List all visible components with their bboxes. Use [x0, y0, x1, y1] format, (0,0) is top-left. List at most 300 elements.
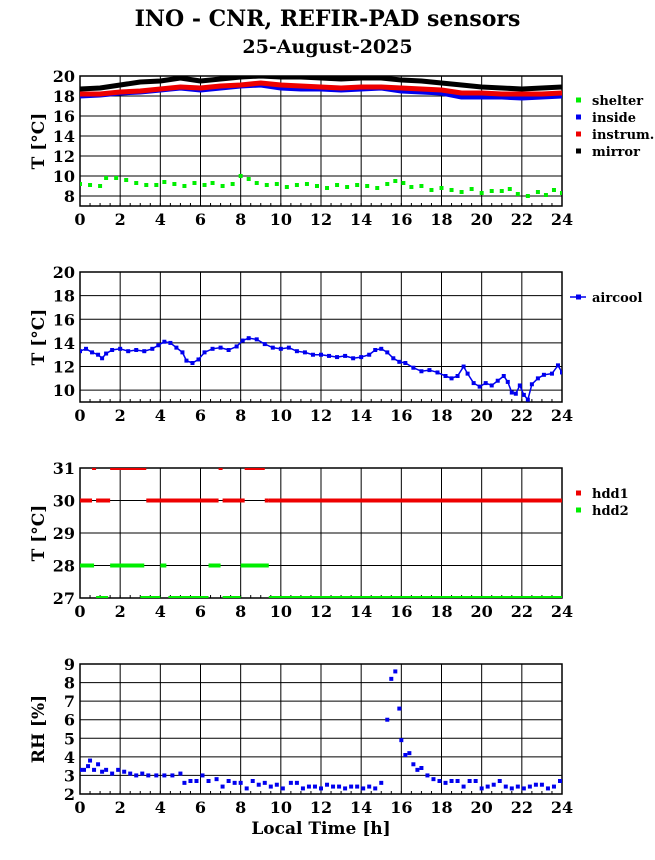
data-point-aircool [96, 353, 100, 357]
data-point-shelter [221, 184, 225, 188]
data-point-series [403, 753, 407, 757]
x-tick-label: 10 [269, 406, 292, 425]
legend-label: shelter [592, 94, 644, 109]
data-point-shelter [429, 188, 433, 192]
data-point-shelter [419, 184, 423, 188]
data-point-aircool [319, 353, 323, 357]
data-point-shelter [98, 184, 102, 188]
data-point-instrum. [118, 90, 122, 94]
x-tick-label: 12 [309, 210, 333, 229]
data-point-series [110, 772, 114, 776]
data-point-mirror [259, 74, 263, 78]
data-point-instrum. [98, 92, 102, 96]
data-point-series [510, 786, 514, 790]
data-point-aircool [466, 372, 470, 376]
data-point-series [201, 773, 205, 777]
data-point-instrum. [500, 92, 504, 96]
data-point-aircool [311, 353, 315, 357]
data-point-aircool [367, 353, 371, 357]
data-point-series [522, 786, 526, 790]
data-point-shelter [275, 182, 279, 186]
data-point-instrum. [299, 84, 303, 88]
x-tick-label: 16 [390, 406, 413, 425]
data-point-aircool [287, 346, 291, 350]
data-point-aircool [255, 337, 259, 341]
x-tick-label: 0 [74, 602, 86, 621]
data-point-mirror [319, 76, 323, 80]
data-point-aircool [403, 361, 407, 365]
legend-label: inside [592, 111, 637, 126]
data-point-aircool [168, 341, 172, 345]
legend-marker [576, 491, 581, 496]
data-point-shelter [325, 186, 329, 190]
data-point-aircool [219, 346, 223, 350]
data-point-series [411, 762, 415, 766]
data-point-aircool [462, 365, 466, 369]
data-point-series [379, 781, 383, 785]
y-tick-label: 30 [52, 491, 75, 511]
data-point-series [86, 764, 90, 768]
data-point-aircool [196, 357, 200, 361]
data-point-shelter [104, 176, 108, 180]
chart-panel-4 [29, 655, 573, 839]
data-point-mirror [199, 79, 203, 83]
data-point-aircool [303, 350, 307, 354]
data-point-series [319, 786, 323, 790]
data-point-instrum. [219, 84, 223, 88]
data-point-aircool [444, 374, 448, 378]
data-point-shelter [114, 176, 118, 180]
data-point-series [397, 707, 401, 711]
data-point-aircool [156, 343, 160, 347]
data-point-aircool [385, 350, 389, 354]
data-point-aircool [526, 398, 530, 402]
chart-panel-1 [29, 67, 654, 229]
data-point-series [399, 738, 403, 742]
data-point-mirror [138, 80, 142, 84]
data-point-aircool [536, 376, 540, 380]
data-point-shelter [305, 182, 309, 186]
data-point-series [245, 786, 249, 790]
x-tick-label: 24 [550, 210, 574, 229]
data-point-series [227, 779, 231, 783]
data-point-series [96, 762, 100, 766]
data-point-aircool [556, 363, 560, 367]
x-tick-label: 6 [194, 798, 207, 817]
data-point-series [207, 779, 211, 783]
data-point-series [349, 785, 353, 789]
data-point-shelter [450, 188, 454, 192]
data-point-series [498, 779, 502, 783]
data-point-instrum. [379, 85, 383, 89]
data-point-instrum. [279, 83, 283, 87]
data-point-series [122, 770, 126, 774]
x-tick-label: 14 [350, 798, 373, 817]
y-tick-label: 27 [52, 589, 75, 608]
data-point-series [437, 779, 441, 783]
data-point-aircool [247, 336, 251, 340]
x-tick-label: 20 [470, 602, 493, 621]
data-point-shelter [375, 186, 379, 190]
data-point-shelter [192, 181, 196, 185]
x-tick-label: 2 [114, 406, 126, 425]
chart-panel-2 [29, 263, 642, 425]
y-tick-label: 31 [52, 459, 75, 478]
x-tick-label: 12 [309, 798, 333, 817]
data-point-mirror [98, 86, 102, 90]
x-tick-label: 2 [114, 210, 126, 229]
legend-label: instrum. [592, 128, 655, 143]
x-tick-label: 14 [350, 406, 373, 425]
data-point-shelter [393, 179, 397, 183]
data-point-aircool [335, 355, 339, 359]
data-point-shelter [335, 183, 339, 187]
y-tick-label: 7 [63, 692, 75, 712]
data-point-mirror [520, 87, 524, 91]
data-point-shelter [295, 183, 299, 187]
data-point-aircool [496, 379, 500, 383]
data-point-series [419, 766, 423, 770]
x-tick-label: 22 [510, 406, 533, 425]
x-tick-label: 4 [154, 210, 166, 229]
y-axis-label: T [°C] [29, 112, 49, 170]
data-point-aircool [373, 348, 377, 352]
data-point-shelter [409, 185, 413, 189]
data-point-series [104, 768, 108, 772]
data-point-shelter [526, 194, 530, 198]
data-point-instrum. [339, 86, 343, 90]
data-point-series [373, 786, 377, 790]
data-point-series [313, 785, 317, 789]
data-point-instrum. [319, 85, 323, 89]
x-tick-label: 24 [550, 798, 574, 817]
data-point-series [162, 773, 166, 777]
data-point-shelter [211, 181, 215, 185]
data-point-series [307, 785, 311, 789]
legend-label: aircool [592, 291, 643, 306]
data-point-series [263, 781, 267, 785]
data-point-series [389, 677, 393, 681]
data-point-aircool [235, 344, 239, 348]
data-point-series [425, 773, 429, 777]
data-point-series [540, 783, 544, 787]
x-tick-label: 18 [430, 798, 453, 817]
data-point-series [462, 785, 466, 789]
data-point-mirror [560, 85, 564, 89]
data-point-series [444, 781, 448, 785]
data-point-series [516, 785, 520, 789]
data-point-shelter [560, 191, 564, 195]
x-tick-label: 20 [470, 406, 493, 425]
data-point-aircool [506, 380, 510, 384]
data-point-shelter [134, 181, 138, 185]
x-tick-label: 22 [510, 602, 533, 621]
data-point-inside [480, 95, 484, 99]
data-point-instrum. [460, 91, 464, 95]
data-point-instrum. [359, 85, 363, 89]
data-point-shelter [355, 183, 359, 187]
data-point-series [325, 783, 329, 787]
x-tick-label: 10 [269, 210, 292, 229]
data-point-series [116, 768, 120, 772]
data-point-series [546, 786, 550, 790]
data-point-mirror [339, 77, 343, 81]
data-point-shelter [88, 183, 92, 187]
data-point-aircool [203, 350, 207, 354]
y-axis-label: T [°C] [29, 504, 49, 562]
data-point-shelter [182, 184, 186, 188]
data-point-aircool [110, 348, 114, 352]
data-point-aircool [510, 391, 514, 395]
data-point-aircool [530, 382, 534, 386]
y-tick-label: 18 [52, 286, 75, 306]
x-tick-label: 20 [470, 798, 493, 817]
data-point-aircool [419, 369, 423, 373]
data-point-series [78, 768, 82, 772]
legend-label: mirror [592, 145, 640, 160]
data-point-aircool [490, 383, 494, 387]
y-tick-label: 5 [63, 729, 75, 749]
x-tick-label: 6 [194, 406, 207, 425]
data-point-series [450, 779, 454, 783]
x-tick-label: 20 [470, 210, 493, 229]
data-point-series [361, 786, 365, 790]
data-point-series [182, 781, 186, 785]
data-point-series [504, 785, 508, 789]
data-point-mirror [540, 86, 544, 90]
data-point-instrum. [158, 87, 162, 91]
x-tick-label: 8 [235, 406, 247, 425]
x-tick-label: 4 [154, 406, 166, 425]
data-point-instrum. [399, 86, 403, 90]
data-point-instrum. [78, 92, 82, 96]
x-tick-label: 6 [194, 210, 207, 229]
data-point-aircool [478, 385, 482, 389]
data-point-instrum. [540, 92, 544, 96]
x-tick-label: 0 [74, 210, 86, 229]
data-point-aircool [472, 381, 476, 385]
data-point-instrum. [560, 91, 564, 95]
data-point-aircool [241, 339, 245, 343]
data-point-instrum. [419, 87, 423, 91]
data-point-aircool [118, 347, 122, 351]
data-point-mirror [480, 85, 484, 89]
data-point-shelter [154, 183, 158, 187]
data-point-shelter [460, 190, 464, 194]
data-point-mirror [460, 83, 464, 87]
data-point-aircool [142, 349, 146, 353]
data-point-shelter [285, 185, 289, 189]
data-point-aircool [514, 392, 518, 396]
data-point-shelter [78, 182, 82, 186]
data-point-aircool [174, 346, 178, 350]
data-point-series [343, 786, 347, 790]
data-point-aircool [427, 368, 431, 372]
y-axis-label: RH [%] [29, 694, 49, 764]
x-tick-label: 24 [550, 406, 574, 425]
data-point-shelter [315, 184, 319, 188]
data-point-series [140, 772, 144, 776]
data-point-aircool [542, 373, 546, 377]
x-tick-label: 12 [309, 602, 333, 621]
x-tick-label: 18 [430, 210, 453, 229]
legend-marker [576, 149, 581, 154]
data-point-shelter [345, 185, 349, 189]
data-point-shelter [480, 191, 484, 195]
data-point-aircool [435, 370, 439, 374]
x-tick-label: 14 [350, 602, 373, 621]
data-point-series [393, 669, 397, 673]
data-point-aircool [411, 366, 415, 370]
data-point-aircool [359, 355, 363, 359]
data-point-shelter [470, 187, 474, 191]
data-point-aircool [84, 347, 88, 351]
x-tick-label: 14 [350, 210, 373, 229]
data-point-shelter [490, 189, 494, 193]
legend-marker [576, 132, 581, 137]
data-point-instrum. [520, 92, 524, 96]
data-point-series [431, 777, 435, 781]
data-point-inside [520, 96, 524, 100]
x-tick-label: 24 [550, 602, 574, 621]
data-point-shelter [162, 180, 166, 184]
x-tick-label: 2 [114, 602, 126, 621]
data-point-series [82, 768, 86, 772]
x-tick-label: 10 [269, 602, 292, 621]
chart-panel-3 [29, 459, 629, 621]
y-tick-label: 14 [52, 333, 75, 353]
data-point-aircool [100, 356, 104, 360]
y-tick-label: 8 [63, 187, 75, 206]
x-tick-label: 12 [309, 406, 333, 425]
data-point-series [257, 783, 261, 787]
data-point-aircool [295, 349, 299, 353]
data-point-shelter [124, 178, 128, 182]
data-point-mirror [78, 87, 82, 91]
y-axis-label: T [°C] [29, 308, 49, 366]
y-tick-label: 12 [52, 147, 75, 166]
data-point-aircool [211, 347, 215, 351]
y-tick-label: 29 [52, 524, 75, 543]
data-point-mirror [440, 81, 444, 85]
data-point-aircool [104, 352, 108, 356]
data-point-shelter [203, 183, 207, 187]
data-point-series [337, 785, 341, 789]
data-point-series [88, 759, 92, 763]
data-point-aircool [560, 370, 564, 374]
data-point-series [456, 779, 460, 783]
data-point-aircool [351, 356, 355, 360]
y-tick-label: 20 [52, 263, 75, 282]
data-point-series [100, 770, 104, 774]
x-axis-label: Local Time [h] [251, 819, 391, 839]
data-point-aircool [279, 347, 283, 351]
data-point-aircool [227, 348, 231, 352]
data-point-series [170, 773, 174, 777]
x-tick-label: 22 [510, 798, 533, 817]
y-tick-label: 10 [52, 381, 75, 401]
data-point-series [281, 786, 285, 790]
x-tick-label: 4 [154, 798, 166, 817]
x-tick-label: 16 [390, 798, 413, 817]
data-point-aircool [502, 374, 506, 378]
x-tick-label: 10 [269, 798, 292, 817]
x-tick-label: 22 [510, 210, 533, 229]
data-point-series [474, 779, 478, 783]
data-point-series [269, 785, 273, 789]
data-point-series [295, 781, 299, 785]
data-point-aircool [391, 356, 395, 360]
data-point-aircool [550, 372, 554, 376]
data-point-instrum. [239, 83, 243, 87]
data-point-series [215, 777, 219, 781]
data-point-aircool [150, 347, 154, 351]
x-tick-label: 8 [235, 798, 247, 817]
x-tick-label: 0 [74, 798, 86, 817]
data-point-instrum. [138, 89, 142, 93]
y-tick-label: 10 [52, 167, 75, 186]
data-point-aircool [78, 349, 82, 353]
data-point-series [134, 773, 138, 777]
figure-title: INO - CNR, REFIR-PAD sensors [134, 6, 521, 32]
data-point-mirror [359, 76, 363, 80]
data-point-aircool [126, 349, 130, 353]
data-point-shelter [544, 193, 548, 197]
data-point-mirror [419, 79, 423, 83]
data-point-series [415, 768, 419, 772]
x-tick-label: 18 [430, 406, 453, 425]
data-point-instrum. [199, 86, 203, 90]
data-point-mirror [178, 76, 182, 80]
data-point-shelter [255, 181, 259, 185]
data-point-series [468, 779, 472, 783]
data-point-series [355, 785, 359, 789]
data-point-shelter [508, 187, 512, 191]
data-point-series [154, 773, 158, 777]
data-point-series [367, 785, 371, 789]
data-point-series [480, 786, 484, 790]
data-point-mirror [219, 77, 223, 81]
data-point-shelter [440, 186, 444, 190]
x-tick-label: 16 [390, 602, 413, 621]
figure-date: 25-August-2025 [242, 36, 413, 58]
data-point-series [289, 781, 293, 785]
x-tick-label: 8 [235, 602, 247, 621]
data-point-aircool [184, 359, 188, 363]
x-tick-label: 4 [154, 602, 166, 621]
data-point-aircool [327, 354, 331, 358]
data-point-series [92, 768, 96, 772]
data-point-mirror [379, 76, 383, 80]
data-point-aircool [450, 376, 454, 380]
data-point-aircool [379, 347, 383, 351]
data-point-series [558, 779, 562, 783]
x-tick-label: 6 [194, 602, 207, 621]
legend-marker [576, 98, 581, 103]
data-point-shelter [144, 183, 148, 187]
data-point-shelter [265, 183, 269, 187]
data-point-series [407, 751, 411, 755]
data-point-aircool [263, 342, 267, 346]
data-point-shelter [365, 184, 369, 188]
data-point-mirror [158, 79, 162, 83]
data-point-aircool [518, 383, 522, 387]
data-point-aircool [190, 361, 194, 365]
y-tick-label: 8 [63, 673, 75, 693]
data-point-series [534, 783, 538, 787]
legend-marker [576, 295, 581, 300]
y-tick-label: 3 [63, 766, 75, 786]
